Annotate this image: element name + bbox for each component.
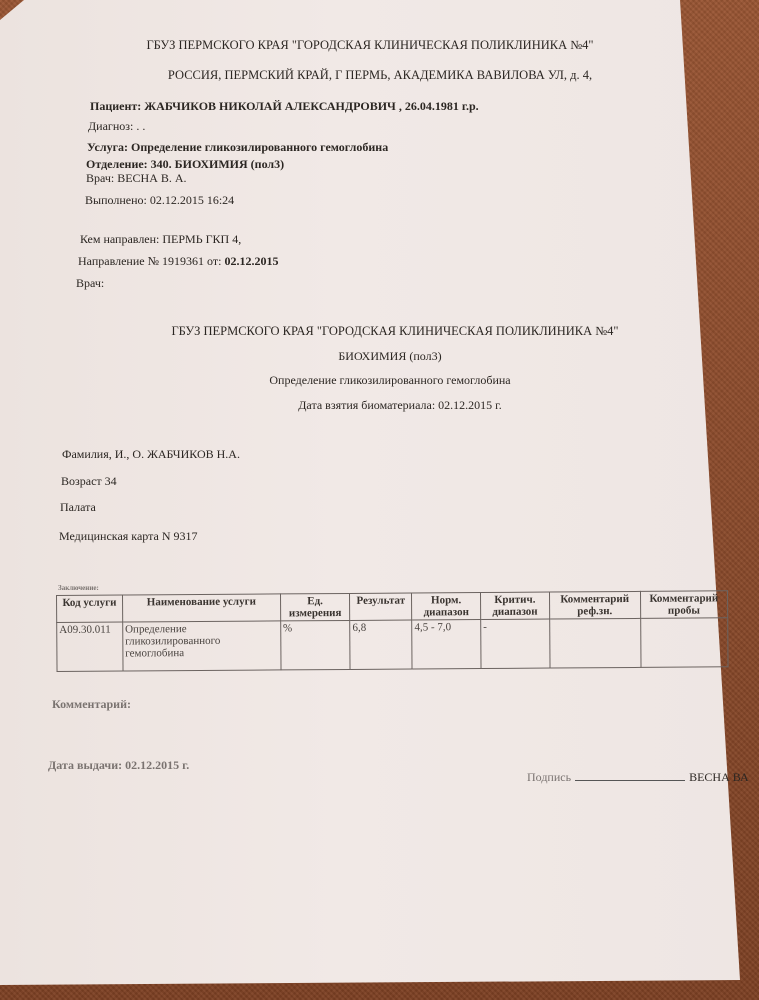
signature-label: Подпись: [527, 770, 572, 784]
col-critical-range: Критич. диапазон: [480, 592, 549, 619]
section-dept: БИОХИМИЯ (пол3): [338, 349, 442, 363]
referral-from: Кем направлен: ПЕРМЬ ГКП 4,: [80, 232, 242, 246]
section-org: ГБУЗ ПЕРМСКОГО КРАЯ "ГОРОДСКАЯ КЛИНИЧЕСКАЯ ПОЛИКЛИНИКА №4": [171, 324, 619, 338]
col-service-name: Наименование услуги: [122, 594, 280, 622]
referral-number-prefix: Направление № 1919361 от:: [78, 254, 222, 268]
cell-unit: %: [280, 620, 350, 669]
cell-service-name: Определение гликозилированного гемоглобина: [123, 621, 281, 671]
results-table: [56, 590, 729, 672]
col-unit: Ед. измерения: [280, 593, 350, 620]
signature: [527, 770, 749, 784]
signature-name: ВЕСНА ВА: [689, 770, 749, 784]
cell-ref-comment: [549, 618, 640, 668]
service-line: Услуга: Определение гликозилированного гемоглобина: [87, 140, 389, 154]
section-test: Определение гликозилированного гемоглобина: [269, 373, 511, 387]
issue-date: Дата выдачи: 02.12.2015 г.: [48, 758, 190, 772]
header-org: ГБУЗ ПЕРМСКОГО КРАЯ "ГОРОДСКАЯ КЛИНИЧЕСКАЯ ПОЛИКЛИНИКА №4": [146, 38, 594, 52]
referral-number-date: 02.12.2015: [224, 254, 279, 268]
section-sample-date: Дата взятия биоматериала: 02.12.2015 г.: [298, 398, 502, 412]
referral-number: [78, 254, 278, 268]
diagnosis: Диагноз: . .: [88, 119, 146, 133]
cell-sample-comment: [640, 618, 728, 668]
signature-line: [575, 770, 685, 781]
person-ward: Палата: [60, 500, 96, 514]
doctor-line: Врач: ВЕСНА В. А.: [86, 171, 187, 185]
col-result: Результат: [350, 593, 412, 620]
person-age: Возраст 34: [61, 474, 117, 488]
cell-critical-range: -: [481, 619, 550, 668]
comment-label: Комментарий:: [52, 697, 132, 711]
cell-norm-range: 4,5 - 7,0: [412, 620, 481, 669]
col-ref-comment: Комментарий реф.зн.: [549, 591, 640, 619]
col-norm-range: Норм. диапазон: [412, 593, 481, 620]
department-line: Отделение: 340. БИОХИМИЯ (пол3): [86, 157, 285, 171]
person-name: Фамилия, И., О. ЖАБЧИКОВ Н.А.: [62, 447, 240, 461]
patient-line: Пациент: ЖАБЧИКОВ НИКОЛАЙ АЛЕКСАНДРОВИЧ , 26.04.1981 г.р.: [90, 99, 479, 113]
cell-code: A09.30.011: [57, 622, 123, 671]
col-sample-comment: Комментарий пробы: [640, 591, 728, 619]
conclusion-label: Заключение:: [58, 584, 99, 592]
header-address: РОССИЯ, ПЕРМСКИЙ КРАЙ, Г ПЕРМЬ, АКАДЕМИКА ВАВИЛОВА УЛ, д. 4,: [167, 68, 593, 82]
table-row: [57, 618, 728, 672]
referral-doctor: Врач:: [76, 276, 105, 290]
cell-result: 6,8: [350, 620, 412, 669]
col-code: Код услуги: [57, 595, 123, 622]
completed-line: Выполнено: 02.12.2015 16:24: [85, 193, 235, 207]
person-card: Медицинская карта N 9317: [59, 529, 198, 543]
